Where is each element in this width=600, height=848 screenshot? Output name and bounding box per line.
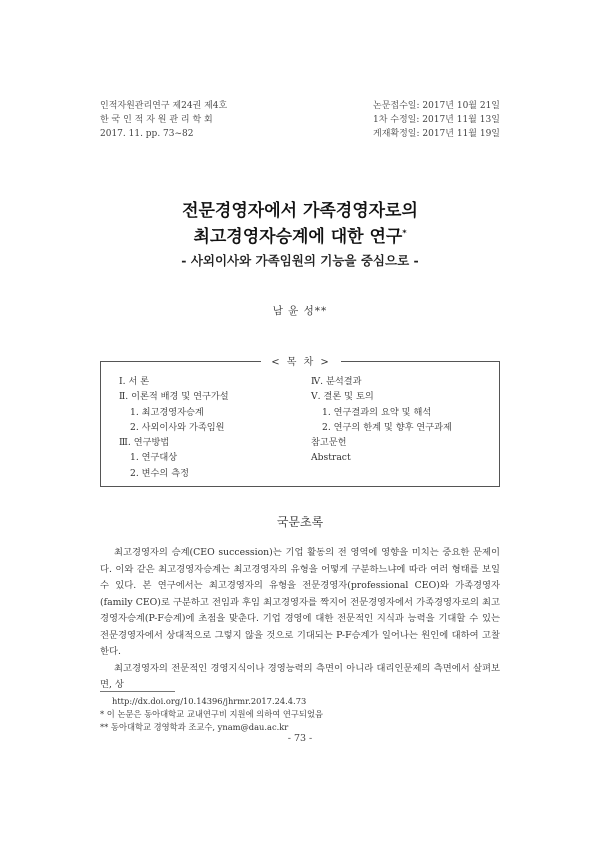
page-number: - 73 -: [287, 733, 313, 744]
toc-left-column: [119, 374, 229, 481]
issue-pages: 2017. 11. pp. 73~82: [100, 129, 194, 139]
paper-title-line2-text: 최고경영자승계에 대한 연구: [193, 227, 403, 247]
toc-heading: < 목 차 >: [261, 353, 341, 368]
toc-item: Ⅳ. 분석결과: [311, 376, 362, 387]
toc-item: 참고문헌: [311, 437, 347, 449]
toc-subitem: 2. 변수의 측정: [130, 467, 189, 479]
toc-subitem: 2. 연구의 한계 및 향후 연구과제: [322, 421, 452, 433]
toc-item: Ⅴ. 결론 및 토의: [311, 391, 374, 403]
received-date: 논문접수일: 2017년 10월 21일: [373, 101, 500, 111]
journal-header-left: [100, 99, 227, 141]
toc-subitem: 2. 사외이사와 가족임원: [130, 421, 225, 433]
toc-subitem: 1. 연구대상: [130, 452, 178, 464]
table-of-contents: [100, 357, 500, 487]
author-affiliation-note: ** 동아대학교 경영학과 조교수, ynam@dau.ac.kr: [100, 722, 289, 732]
toc-item: Ⅲ. 연구방법: [119, 437, 170, 449]
footnotes: [100, 695, 323, 734]
toc-item: Ⅰ. 서 론: [119, 376, 150, 387]
toc-item: Abstract: [311, 452, 351, 464]
journal-header-right: [373, 99, 500, 141]
title-footnote-mark: *: [402, 228, 407, 238]
accepted-date: 게재확정일: 2017년 11월 19일: [373, 129, 500, 139]
abstract-heading: 국문초록: [276, 515, 324, 529]
funding-note: * 이 논문은 동아대학교 교내연구비 지원에 의하여 연구되었음: [100, 709, 323, 719]
paper-title-line1: 전문경영자에서 가족경영자로의: [182, 201, 418, 221]
paper-title-line2: [0, 222, 600, 247]
journal-name: 인적자원관리연구 제24권 제4호: [100, 101, 228, 111]
author-name: 남 윤 성**: [272, 305, 328, 317]
revised-date: 1차 수정일: 2017년 11월 13일: [373, 115, 500, 125]
society-name: 한 국 인 적 자 원 관 리 학 회: [100, 115, 213, 125]
doi-link[interactable]: http://dx.doi.org/10.14396/jhrmr.2017.24.4.73: [112, 696, 307, 706]
toc-subitem: 1. 연구결과의 요약 및 해석: [322, 406, 432, 418]
toc-subitem: 1. 최고경영자승계: [130, 406, 204, 418]
toc-right-column: [311, 374, 452, 466]
abstract-paragraph: 최고경영자의 전문적인 경영지식이나 경영능력의 측면이 아니라 대리인문제의 측면에서 살펴보면, 상: [100, 662, 500, 690]
toc-item: Ⅱ. 이론적 배경 및 연구가설: [119, 391, 229, 403]
abstract-body: [100, 545, 500, 694]
abstract-paragraph: 최고경영자의 승계(CEO succession)는 기업 활동의 전 영역에 영향을 미치는 중요한 문제이다. 이와 같은 최고경영자승계는 최고경영자의 유형을 어떻게 구분하느냐에 따라 여러 형태를 보일 수 있다. 본 연구에서는 최고경영자의 유형을 전문경영자(professional CEO)와 가족경영자(family CEO)로 구분하고 전임과 후임 최고경영자를 짝지어 전문경영자에서 가족경영자로의 최고경영자승계(P-F승계)에 초점을 맞춘다. 기업 경영에 대한 전문적인 지식과 능력을 기대할 수 있는 전문경영자에서 상대적으로 그렇지 않을 것으로 기대되는 P-F승계가 일어나는 원인에 대하여 고찰한다.: [100, 547, 500, 657]
paper-subtitle: - 사외이사와 가족임원의 기능을 중심으로 -: [181, 253, 419, 268]
footnote-divider: [100, 691, 175, 692]
